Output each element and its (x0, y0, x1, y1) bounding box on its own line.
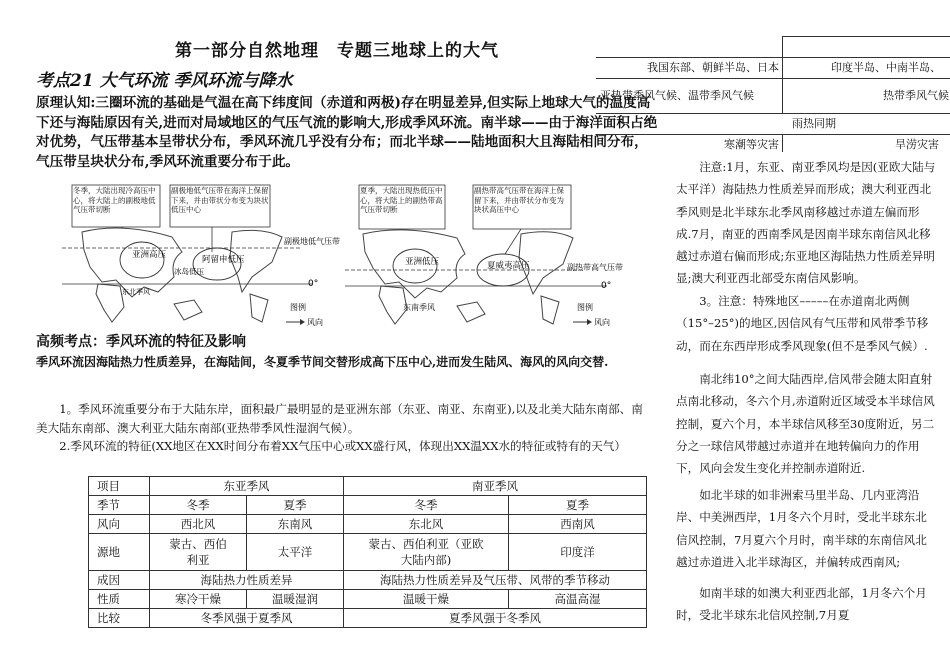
table-cell (596, 37, 783, 58)
table-row (596, 114, 950, 135)
table-cell: 东亚季风 (150, 477, 344, 496)
right-note-3: 3。注意：特殊地区–––––在赤道南北两侧（15°–25°)的地区,因信风有气压带和风带季节移动，而在东西岸形成季风现象(但不是季风气候）. (676, 294, 929, 353)
table-cell: 寒潮等灾害 (596, 135, 783, 153)
summer-monsoon-label: 东南季风 (403, 303, 435, 312)
table-cell: 源地 (89, 534, 150, 571)
summer-callout-1: 夏季，大陆出现热低压中心，将大陆上的副热带高气压带切断 (360, 186, 443, 215)
table-cell: 夏季 (509, 496, 647, 515)
table-cell: 风向 (89, 515, 150, 534)
table-row (89, 571, 647, 590)
table-cell: 性质 (89, 590, 150, 609)
table-cell: 寒冷干燥 (150, 590, 247, 609)
table-cell: 冬季 (150, 496, 247, 515)
table-cell: 温暖干燥 (344, 590, 509, 609)
asia-low-label: 亚洲低压 (405, 257, 440, 267)
table-row (89, 590, 647, 609)
equator-label-left: 0° (308, 279, 319, 289)
legend-title-right: 图例 (577, 303, 593, 312)
paragraph-1: 1。季风环流重要分布于大陆东岸，面积最广最明显的是亚洲东部（东亚、南亚、东南亚),以及北美大陆东南部、南美大陆东南部、澳大利亚大陆东南部(亚热带季风性湿润气候）。 (36, 402, 643, 435)
right-note-south: 南北纬10°之间大陆西岸,信风带会随太阳直射点南北移动，冬六个月,赤道附近区域受本半球信风控制，夏六个月，本半球信风移至30度附近，另二分之一球信风带越过赤道并在地转偏向力的作用下，风向会发生变化并控制赤道附近. (676, 372, 935, 476)
table-cell: 旱涝灾害 (783, 135, 950, 153)
table-cell: 雨热同期 (596, 114, 950, 135)
table-cell (783, 37, 950, 58)
subpolar-belt-label: 副极地低气压带 (284, 237, 340, 246)
table-row (89, 515, 647, 534)
table-cell: 高温高湿 (509, 590, 647, 609)
monsoon-table (88, 476, 647, 628)
high-frequency-desc: 季风环流因海陆热力性质差异，在海陆间，冬夏季节间交替形成高下压中心,进而发生陆风、海风的风向交替. (36, 355, 609, 369)
america-shape (230, 230, 282, 322)
table-cell: 我国东部、朝鲜半岛、日本 (596, 58, 783, 79)
table-row (89, 609, 647, 628)
australia-shape-2 (457, 302, 485, 322)
right-note-1: 注意:1月，东亚、南亚季风均是因(亚欧大陆与太平洋）海陆热力性质差异而形成；澳大利亚西北季风则是北半球东北季风南移越过赤道左偏而形成.7月，南亚的西南季风是因南半球东南信风北移越过赤道右偏而形成;东亚地区海陆热力性质差异明显;澳大利亚西北部受东南信风影响。 (676, 160, 936, 286)
table-cell: 东北风 (344, 515, 509, 534)
table-cell: 太平洋 (247, 534, 344, 571)
table-cell: 海陆热力性质差异 (150, 571, 344, 590)
aleutian-low-label: 阿留申低压 (202, 255, 245, 265)
table-cell: 印度洋 (509, 534, 647, 571)
table-cell: 西北风 (150, 515, 247, 534)
table-cell: 蒙古、西伯利亚 (150, 534, 247, 571)
summer-callout-2: 副热带高气压带在海洋上保留下来，并由带状分布变为块状高压中心 (474, 186, 564, 215)
principle-paragraph: 原理认知:三圈环流的基础是气温在高下纬度间（赤道和两极)存在明显差异,但实际上地球大气的温度高下还与海陆原因有关,进而对局域地区的气压气流的影响大,形成季风环流。南半球——由于海洋面积占绝对优势，气压带基本呈带状分布，季风环流几乎没有分布；而北半球——陆地面积大且海陆相间分布，气压带呈块状分布,季风环流重要分布于此。 (36, 95, 658, 170)
right-note-north: 如北半球的如非洲索马里半岛、几内亚湾沿岸、中美洲西岸，1月冬六个月时，受北半球东北信风控制，7月夏六个月时，南半球的东南信风北越过赤道进入北半球海区，并偏转成西南风; (676, 488, 927, 569)
australia-shape (174, 300, 202, 320)
table-row (89, 496, 647, 515)
iceland-low-label: 冰岛低压 (174, 267, 204, 276)
table-cell: 夏季风强于冬季风 (344, 609, 647, 628)
high-frequency-title: 高频考点：季风环流的特征及影响 (36, 334, 246, 350)
hawaii-high-label: 夏威夷高压 (487, 261, 530, 271)
table-cell: 项目 (89, 477, 150, 496)
equator-label-right: 0° (601, 281, 612, 291)
table-cell: 夏季 (247, 496, 344, 515)
table-cell: 成因 (89, 571, 150, 590)
section-heading: 考点21 大气环流 季风环流与降水 (36, 71, 293, 91)
america-shape-2 (519, 232, 573, 324)
right-note-aus: 如南半球的如澳大利亚西北部，1月冬六个月时，受北半球东北信风控制,7月夏 (676, 586, 927, 623)
table-cell: 亚热带季风气候、温带季风气候 (596, 79, 783, 114)
right-table-wrapper (596, 36, 950, 152)
asia-high-label: 亚洲高压 (132, 250, 167, 260)
legend-item-left: 风向 (307, 318, 323, 327)
winter-callout-1: 冬季，大陆出现冷高压中心，将大陆上的副极地低气压带切断 (73, 186, 156, 215)
table-row (596, 58, 950, 79)
subtropical-belt-label: 副热带高气压带 (567, 263, 623, 272)
table-cell: 冬季 (344, 496, 509, 515)
paragraph-2: 2.季风环流的特征(XX地区在XX时间分布着XX气压中心或XX盛行风，体现出XX温XX水的特征或特有的天气） (59, 439, 626, 453)
winter-callout-2: 副极地低气压带在海洋上保留下来，并由带状分布变为块状低压中心 (171, 186, 269, 215)
table-row (596, 79, 950, 114)
africa-shape (96, 284, 124, 322)
table-row (89, 477, 647, 496)
table-cell: 蒙古、西伯利亚（亚欧大陆内部) (344, 534, 509, 571)
table-row (596, 135, 950, 153)
right-table (596, 36, 950, 152)
legend-item-right: 风向 (594, 318, 610, 327)
table-cell: 温暖湿润 (247, 590, 344, 609)
page-title: 第一部分自然地理 专题三地球上的大气 (175, 41, 499, 61)
table-cell: 热带季风气候 (783, 79, 950, 114)
winter-monsoon-label: 东北季风 (122, 288, 150, 296)
table-cell: 冬季风强于夏季风 (150, 609, 344, 628)
table-cell: 海陆热力性质差异及气压带、风带的季节移动 (344, 571, 647, 590)
winter-pressure-diagram (62, 182, 344, 330)
table-cell: 季节 (89, 496, 150, 515)
summer-pressure-diagram (345, 182, 645, 330)
table-row (89, 534, 647, 571)
table-cell: 南亚季风 (344, 477, 647, 496)
table-cell: 比较 (89, 609, 150, 628)
table-cell: 东南风 (247, 515, 344, 534)
table-row (596, 37, 950, 58)
table-cell: 印度半岛、中南半岛、 (783, 58, 950, 79)
table-cell: 西南风 (509, 515, 647, 534)
legend-title-left: 图例 (290, 303, 306, 312)
